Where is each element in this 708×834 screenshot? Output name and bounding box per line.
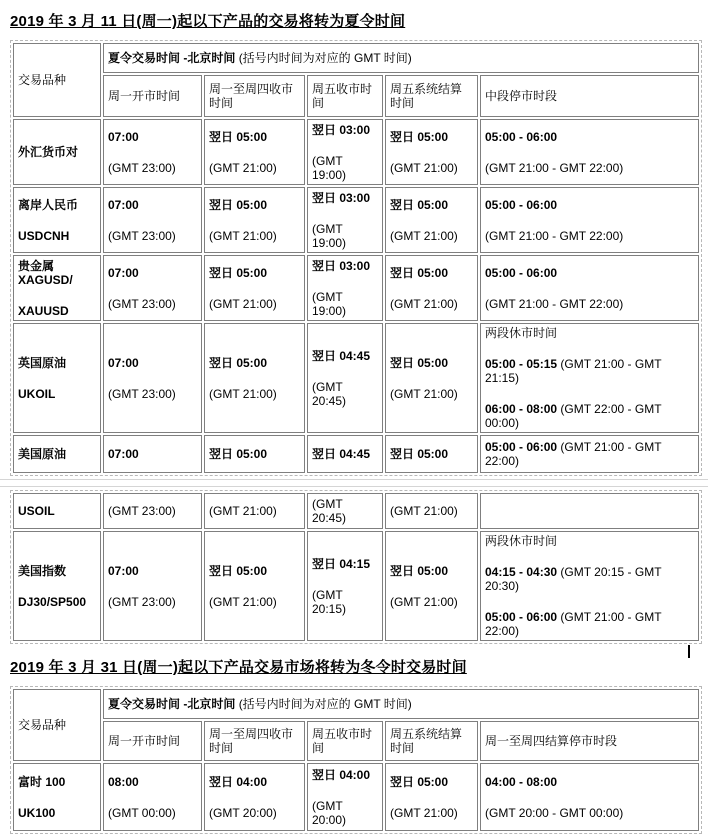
col-header-settle-break: 周一至周四结算停市时段	[480, 721, 699, 761]
fx-close-mt-cell: 翌日 05:00 (GMT 21:00)	[204, 119, 305, 185]
table-row	[13, 75, 699, 117]
table-row-ukoil	[13, 323, 699, 433]
page-break-line	[0, 479, 708, 480]
table-row-usindex	[13, 531, 699, 641]
usoil-name-cell: USOIL	[13, 493, 101, 529]
group-header-cell	[103, 689, 699, 719]
table-row	[13, 721, 699, 761]
col-header-close-mon-thu: 周一至周四收市时间	[204, 75, 305, 117]
table-row	[13, 689, 699, 719]
cnh-close-mt-cell: 翌日 05:00 (GMT 21:00)	[204, 187, 305, 253]
corner-header-cell: 交易品种	[13, 43, 101, 117]
usoil-break-cell: 05:00 - 06:00 (GMT 21:00 - GMT 22:00)	[480, 435, 699, 473]
group-header-bold: 夏令交易时间 -北京时间	[108, 697, 236, 711]
col-header-close-fri: 周五收市时间	[307, 75, 383, 117]
fx-settle-cell: 翌日 05:00 (GMT 21:00)	[385, 119, 478, 185]
col-header-open: 周一开市时间	[103, 75, 202, 117]
cnh-settle-cell: 翌日 05:00 (GMT 21:00)	[385, 187, 478, 253]
table-row-cnh	[13, 187, 699, 253]
usindex-break-cell: 两段休市时间 04:15 - 04:30 (GMT 20:15 - GMT 20:30) 05:00 - 06:00 (GMT 21:00 - GMT 22:00)	[480, 531, 699, 641]
group-header-cell	[103, 43, 699, 73]
uk100-open-cell: 08:00 (GMT 00:00)	[103, 763, 202, 831]
col-header-close-mon-thu: 周一至周四收市时间	[204, 721, 305, 761]
col-header-settlement: 周五系统结算时间	[385, 721, 478, 761]
table-row-usoil-top	[13, 435, 699, 473]
table-row	[13, 43, 699, 73]
usindex-name-cell: 美国指数 DJ30/SP500	[13, 531, 101, 641]
usoil-close-fri-cell: 翌日 04:45	[307, 435, 383, 473]
table-row-usoil-bottom	[13, 493, 699, 529]
usindex-settle-cell: 翌日 05:00 (GMT 21:00)	[385, 531, 478, 641]
col-header-midbreak: 中段停市时段	[480, 75, 699, 117]
usoil-settle-cell: 翌日 05:00	[385, 435, 478, 473]
fx-close-fri-cell: 翌日 03:00 (GMT 19:00)	[307, 119, 383, 185]
cnh-open-cell: 07:00 (GMT 23:00)	[103, 187, 202, 253]
corner-header-cell: 交易品种	[13, 689, 101, 761]
ukoil-settle-cell: 翌日 05:00 (GMT 21:00)	[385, 323, 478, 433]
metals-break-cell: 05:00 - 06:00 (GMT 21:00 - GMT 22:00)	[480, 255, 699, 321]
section2-title: 2019 年 3 月 31 日(周一)起以下产品交易市场将转为冬令时交易时间	[10, 659, 467, 676]
usoil-break-empty-cell	[480, 493, 699, 529]
text-cursor-artifact	[688, 645, 690, 658]
page-break-line	[0, 486, 708, 487]
uk100-break-cell: 04:00 - 08:00 (GMT 20:00 - GMT 00:00)	[480, 763, 699, 831]
ukoil-name-cell: 英国原油 UKOIL	[13, 323, 101, 433]
usoil-close-mt-cell: 翌日 05:00	[204, 435, 305, 473]
fx-name-cell: 外汇货币对	[13, 119, 101, 185]
usoil-settle-gmt-cell: (GMT 21:00)	[385, 493, 478, 529]
usindex-open-cell: 07:00 (GMT 23:00)	[103, 531, 202, 641]
usoil-open-cell: 07:00	[103, 435, 202, 473]
usindex-close-fri-cell: 翌日 04:15 (GMT 20:15)	[307, 531, 383, 641]
ukoil-open-cell: 07:00 (GMT 23:00)	[103, 323, 202, 433]
table-row-fx	[13, 119, 699, 185]
cnh-name-cell: 离岸人民币 USDCNH	[13, 187, 101, 253]
table-row-uk100	[13, 763, 699, 831]
page-break	[10, 476, 700, 490]
cnh-close-fri-cell: 翌日 03:00 (GMT 19:00)	[307, 187, 383, 253]
table-row-metals	[13, 255, 699, 321]
summer-time-table-part1	[10, 40, 702, 476]
summer-time-table-part2	[10, 490, 702, 644]
uk100-settle-cell: 翌日 05:00 (GMT 21:00)	[385, 763, 478, 831]
col-header-settlement: 周五系统结算时间	[385, 75, 478, 117]
group-header-note: (括号内时间为对应的 GMT 时间)	[238, 51, 412, 65]
metals-close-fri-cell: 翌日 03:00 (GMT 19:00)	[307, 255, 383, 321]
ukoil-break-cell: 两段休市时间 05:00 - 05:15 (GMT 21:00 - GMT 21:15) 06:00 - 08:00 (GMT 22:00 - GMT 00:00)	[480, 323, 699, 433]
fx-break-cell: 05:00 - 06:00 (GMT 21:00 - GMT 22:00)	[480, 119, 699, 185]
uk100-close-mt-cell: 翌日 04:00 (GMT 20:00)	[204, 763, 305, 831]
ukoil-close-mt-cell: 翌日 05:00 (GMT 21:00)	[204, 323, 305, 433]
group-header-note: (括号内时间为对应的 GMT 时间)	[238, 697, 412, 711]
usindex-close-mt-cell: 翌日 05:00 (GMT 21:00)	[204, 531, 305, 641]
section1-title: 2019 年 3 月 11 日(周一)起以下产品的交易将转为夏令时间	[10, 13, 406, 30]
metals-settle-cell: 翌日 05:00 (GMT 21:00)	[385, 255, 478, 321]
metals-name-cell: 贵金属 XAGUSD/ XAUUSD	[13, 255, 101, 321]
ukoil-close-fri-cell: 翌日 04:45 (GMT 20:45)	[307, 323, 383, 433]
col-header-close-fri: 周五收市时间	[307, 721, 383, 761]
uk100-close-fri-cell: 翌日 04:00 (GMT 20:00)	[307, 763, 383, 831]
usoil-close-fri-gmt-cell: (GMT 20:45)	[307, 493, 383, 529]
fx-open-cell: 07:00 (GMT 23:00)	[103, 119, 202, 185]
usoil-close-mt-gmt-cell: (GMT 21:00)	[204, 493, 305, 529]
group-header-bold: 夏令交易时间 -北京时间	[108, 51, 236, 65]
metals-close-mt-cell: 翌日 05:00 (GMT 21:00)	[204, 255, 305, 321]
uk100-name-cell: 富时 100 UK100	[13, 763, 101, 831]
usoil-open-gmt-cell: (GMT 23:00)	[103, 493, 202, 529]
metals-open-cell: 07:00 (GMT 23:00)	[103, 255, 202, 321]
cnh-break-cell: 05:00 - 06:00 (GMT 21:00 - GMT 22:00)	[480, 187, 699, 253]
usoil-name-cell: 美国原油	[13, 435, 101, 473]
col-header-open: 周一开市时间	[103, 721, 202, 761]
